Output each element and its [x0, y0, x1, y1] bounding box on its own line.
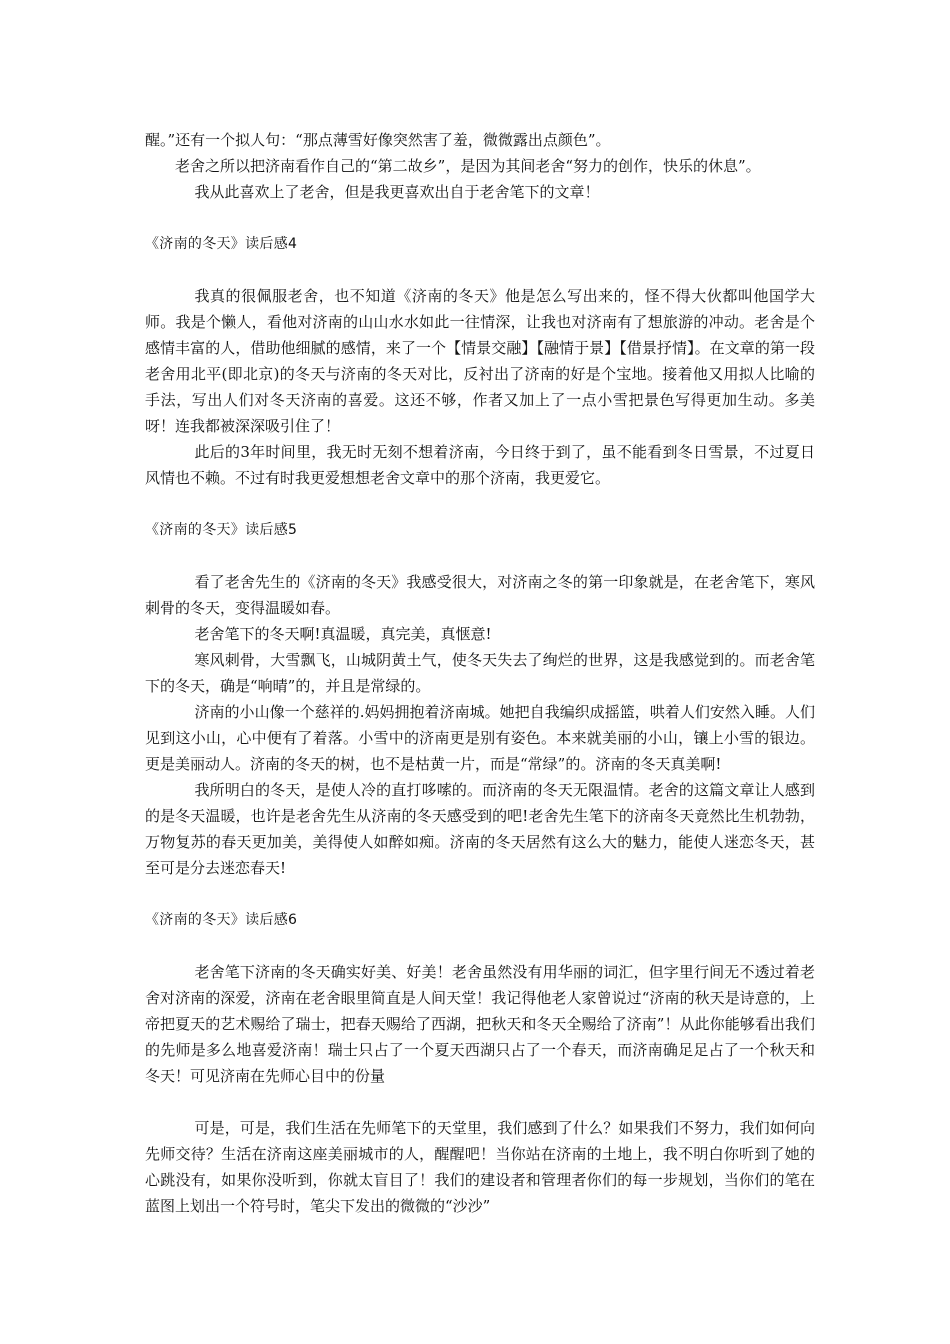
section-6-paragraph-1: 老舍笔下济南的冬天确实好美、好美！老舍虽然没有用华丽的词汇，但字里行间无不透过着老舍对济南的深爱，济南在老舍眼里简直是人间天堂！我记得他老人家曾说过“济南的秋天是诗意的，上帝把夏天的艺术赐给了瑞士，把春天赐给了西湖，把秋天和冬天全赐给了济南”！从此你能够看出我们的先师是多么地喜爱济南！瑞士只占了一个夏天西湖只占了一个春天，而济南确足足占了一个秋天和冬天！可见济南在先师心目中的份量: [145, 963, 815, 1085]
intro-paragraph-2: 老舍之所以把济南看作自己的“第二故乡”，是因为其间老舍“努力的创作，快乐的休息”。: [175, 157, 761, 175]
section-4-paragraph-1: 我真的很佩服老舍，也不知道《济南的冬天》他是怎么写出来的，怪不得大伙都叫他国学大师。我是个懒人，看他对济南的山山水水如此一往情深，让我也对济南有了想旅游的冲动。老舍是个感情丰富的人，借助他细腻的感情，来了一个【情景交融】【融情于景】【借景抒情】。在文章的第一段老舍用北平(即北京)的冬天与济南的冬天对比，反衬出了济南的好是个宝地。接着他又用拟人比喻的手法，写出人们对冬天济南的喜爱。这还不够，作者又加上了一点小雪把景色写得更加生动。多美呀！连我都被深深吸引住了！: [145, 287, 815, 435]
section-5-paragraph-3: 寒风刺骨，大雪飘飞，山城阴黄土气，使冬天失去了绚烂的世界，这是我感觉到的。而老舍笔下的冬天，确是“响晴”的，并且是常绿的。: [145, 651, 815, 695]
section-5-paragraph-4: 济南的小山像一个慈祥的.妈妈拥抱着济南城。她把自我编织成摇篮，哄着人们安然入睡。人们见到这小山，心中便有了着落。小雪中的济南更是别有姿色。本来就美丽的小山，镶上小雪的银边。更是美丽动人。济南的冬天的树，也不是枯黄一片，而是“常绿”的。济南的冬天真美啊!: [145, 703, 815, 773]
section-5-title: 《济南的冬天》读后感5: [145, 522, 298, 538]
section-4-title: 《济南的冬天》读后感4: [145, 236, 298, 252]
intro-paragraph-3: 我从此喜欢上了老舍，但是我更喜欢出自于老舍笔下的文章！: [194, 183, 600, 201]
section-5-paragraph-5: 我所明白的冬天，是使人冷的直打哆嗦的。而济南的冬天无限温情。老舍的这篇文章让人感到的是冬天温暖，也许是老舍先生从济南的冬天感受到的吧!老舍先生笔下的济南冬天竟然比生机勃勃，万物复苏的春天更加美，美得使人如醉如痴。济南的冬天居然有这么大的魅力，能使人迷恋冬天，甚至可是分去迷恋春天!: [145, 781, 815, 877]
section-6-title: 《济南的冬天》读后感6: [145, 912, 298, 928]
section-5-paragraph-2: 老舍笔下的冬天啊!真温暖，真完美，真惬意!: [194, 625, 492, 643]
section-5-paragraph-1: 看了老舍先生的《济南的冬天》我感受很大，对济南之冬的第一印象就是，在老舍笔下，寒风刺骨的冬天，变得温暖如春。: [145, 573, 815, 617]
intro-paragraph-1: 醒。”还有一个拟人句：“那点薄雪好像突然害了羞，微微露出点颜色”。: [145, 131, 611, 149]
section-6-paragraph-2: 可是，可是，我们生活在先师笔下的天堂里，我们感到了什么？如果我们不努力，我们如何向先师交待？生活在济南这座美丽城市的人，醒醒吧！当你站在济南的土地上，我不明白你听到了她的心跳没有，如果你没听到，你就太盲目了！我们的建设者和管理者你们的每一步规划，当你们的笔在蓝图上划出一个符号时，笔尖下发出的微微的“沙沙”: [145, 1119, 815, 1215]
document-body: [145, 127, 815, 1219]
section-4-paragraph-2: 此后的3年时间里，我无时无刻不想着济南，今日终于到了，虽不能看到冬日雪景，不过夏日风情也不赖。不过有时我更爱想想老舍文章中的那个济南，我更爱它。: [145, 443, 815, 487]
